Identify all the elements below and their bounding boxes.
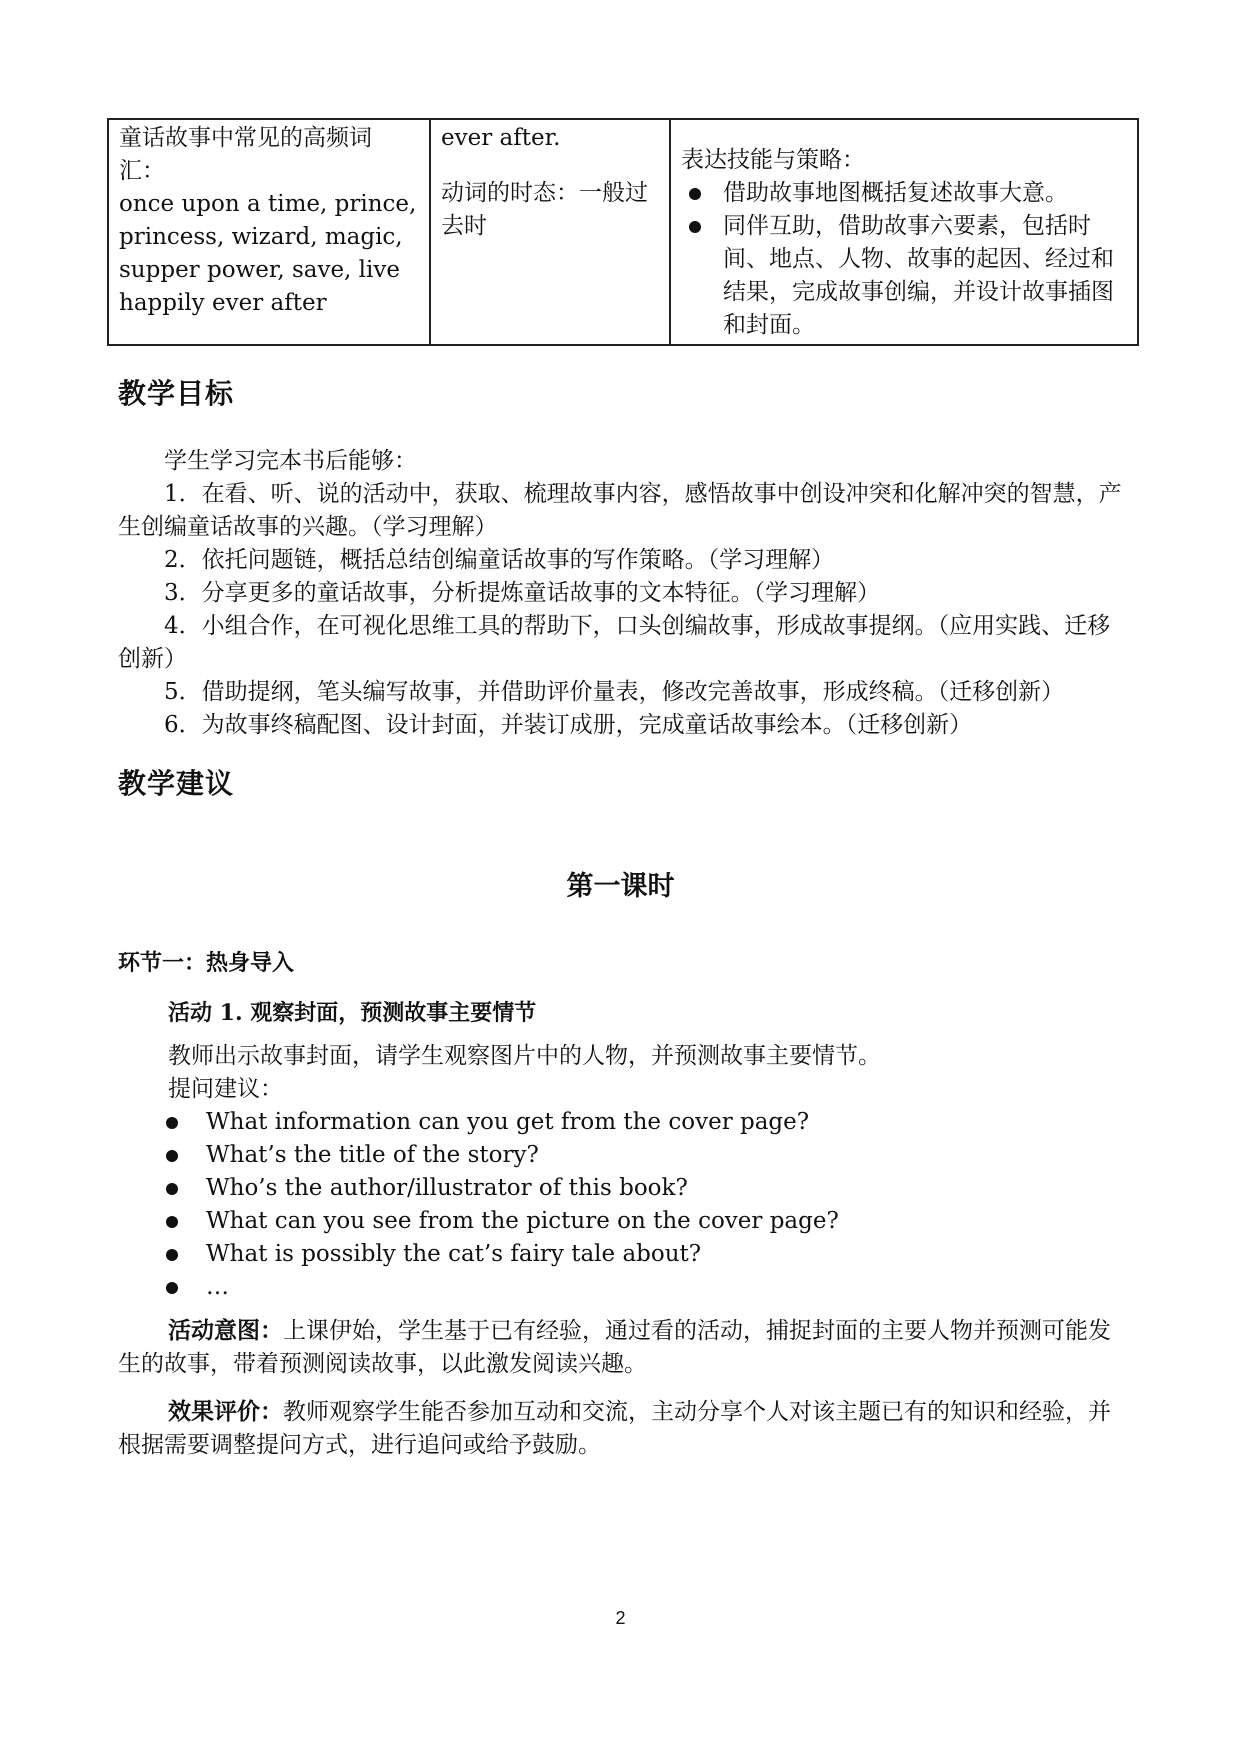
grammar-line: 去时 [441, 213, 487, 239]
grammar-top: ever after. [441, 125, 561, 151]
bullet-icon [166, 1282, 178, 1294]
activity-heading: 活动 1. 观察封面，预测故事主要情节 [168, 1000, 537, 1026]
vocab-line: once upon a time, prince, [119, 191, 417, 217]
page-number: 2 [615, 1608, 626, 1628]
intent-text: 上课伊始，学生基于已有经验，通过看的活动，捕捉封面的主要人物并预测可能发生的故事，带着预测阅读故事，以此激发阅读兴趣。 [118, 1318, 1111, 1377]
bullet-icon [166, 1249, 178, 1261]
bullet-icon [166, 1216, 178, 1228]
activity-description [168, 1040, 1148, 1106]
step-heading: 环节一：热身导入 [118, 951, 295, 976]
bullet-icon [689, 188, 701, 200]
grammar-line: 动词的时态：一般过 [441, 180, 648, 206]
skills-cell [670, 119, 1138, 345]
section-heading-goals: 教学目标 [118, 377, 235, 410]
goals-list [118, 445, 1128, 742]
list-item: … [118, 1271, 839, 1304]
bullet-icon [166, 1150, 178, 1162]
skills-heading: 表达技能与策略： [681, 147, 865, 173]
goal-item: 5．借助提纲，笔头编写故事，并借助评价量表，修改完善故事，形成终稿。（迁移创新） [164, 679, 1065, 705]
list-item: What’s the title of the story? [118, 1139, 839, 1172]
activity-text: 教师出示故事封面，请学生观察图片中的人物，并预测故事主要情节。 [168, 1043, 881, 1069]
goal-item: 3．分享更多的童话故事，分析提炼童话故事的文本特征。（学习理解） [164, 580, 881, 606]
grammar-cell [430, 119, 670, 345]
list-item: What can you see from the picture on the cover page? [118, 1205, 839, 1238]
list-item: What information can you get from the cover page? [118, 1106, 839, 1139]
eval-label: 效果评价： [168, 1398, 283, 1425]
vocab-line: supper power, save, live [119, 257, 400, 283]
intent-label: 活动意图： [168, 1317, 283, 1344]
section-heading-suggestions: 教学建议 [118, 767, 235, 800]
bullet-icon [689, 221, 701, 233]
question-list [118, 1106, 839, 1304]
vocab-line: 童话故事中常见的高频词 [119, 125, 372, 151]
lesson-title: 第一课时 [566, 871, 675, 902]
skills-table [107, 118, 1139, 346]
vocab-line: happily ever after [119, 290, 327, 316]
goal-item: 6．为故事终稿配图、设计封面，并装订成册，完成童话故事绘本。（迁移创新） [164, 712, 973, 738]
goal-item: 4．小组合作，在可视化思维工具的帮助下，口头创编故事，形成故事提纲。（应用实践、迁移创新） [118, 613, 1111, 672]
bullet-icon [166, 1183, 178, 1195]
vocab-line: 汇： [119, 158, 165, 184]
vocabulary-cell [108, 119, 430, 345]
list-item: Who’s the author/illustrator of this book? [118, 1172, 839, 1205]
goals-intro: 学生学习完本书后能够： [164, 448, 417, 474]
list-item: 同伴互助，借助故事六要素，包括时间、地点、人物、故事的起因、经过和结果，完成故事创编，并设计故事插图和封面。 [681, 210, 1127, 342]
goal-item: 1．在看、听、说的活动中，获取、梳理故事内容，感悟故事中创设冲突和化解冲突的智慧，产生创编童话故事的兴趣。（学习理解） [118, 481, 1122, 540]
goal-item: 2．依托问题链，概括总结创编童话故事的写作策略。（学习理解） [164, 547, 835, 573]
effect-evaluation [118, 1395, 1128, 1462]
list-item: What is possibly the cat’s fairy tale about? [118, 1238, 839, 1271]
eval-text: 教师观察学生能否参加互动和交流，主动分享个人对该主题已有的知识和经验，并根据需要调整提问方式，进行追问或给予鼓励。 [118, 1399, 1111, 1458]
activity-intent [118, 1314, 1128, 1381]
list-item: 借助故事地图概括复述故事大意。 [681, 177, 1127, 210]
vocab-line: princess, wizard, magic, [119, 224, 403, 250]
bullet-icon [166, 1117, 178, 1129]
prompt-label: 提问建议： [168, 1076, 283, 1102]
